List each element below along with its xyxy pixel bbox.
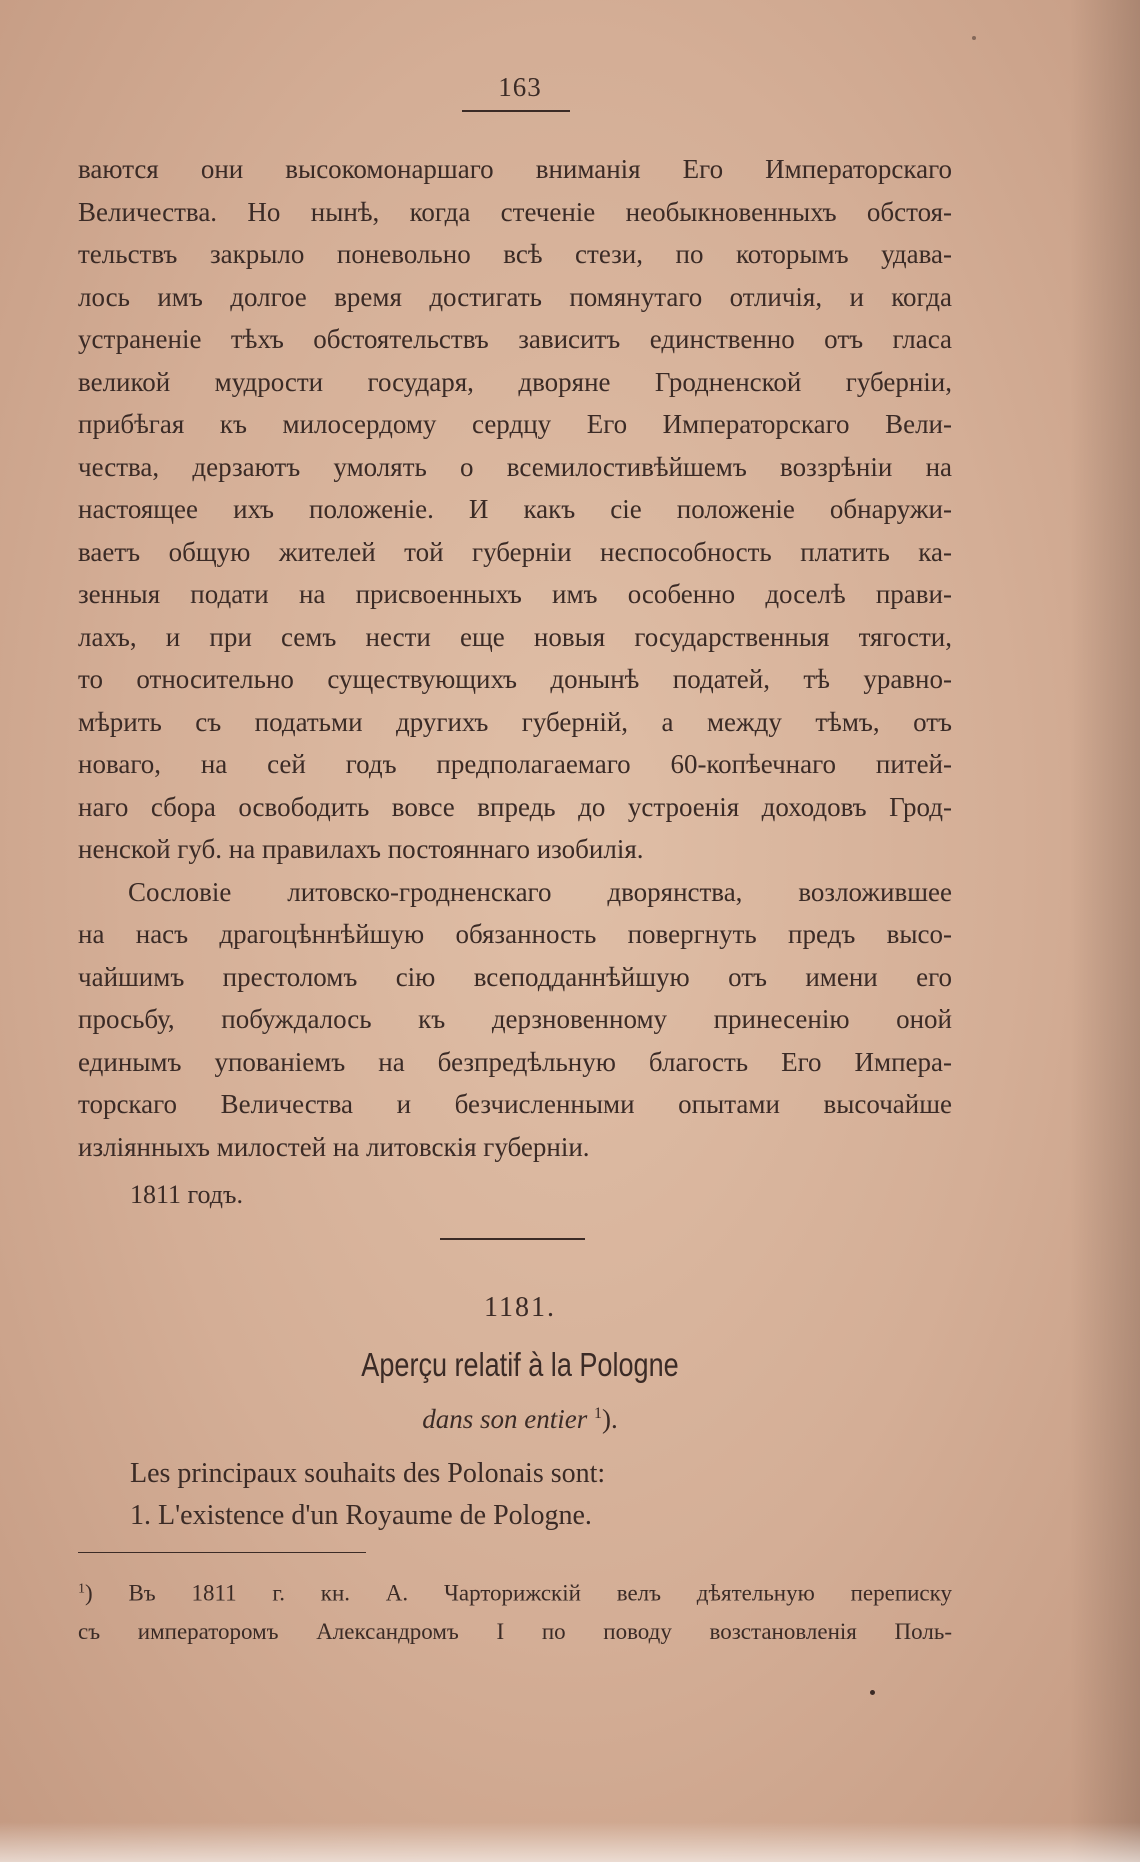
document-subtitle	[0, 1404, 1040, 1435]
body-line: новаго, на сей годъ предполагаемаго 60-копѣечнаго питей-	[78, 749, 952, 779]
paragraph-start-line: Сословіе литовско-гродненскаго дворянства, возложившее	[128, 876, 952, 907]
footnote-mark	[78, 1581, 85, 1606]
body-line: зенныя подати на присвоенныхъ имъ особенно доселѣ прави-	[78, 579, 952, 609]
body-line: лахъ, и при семъ нести еще новыя государственныя тягости,	[78, 621, 952, 652]
body-line: чества, дерзаютъ умолять о всемилостивѣйшемъ воззрѣніи на	[78, 451, 952, 482]
footnote-line-text: ) Въ 1811 г. кн. А. Чарторижскій велъ дѣятельную переписку	[85, 1580, 952, 1606]
body-line: торскаго Величества и безчисленными опытами высочайше	[78, 1089, 952, 1119]
body-line: настоящее ихъ положеніе. И какъ сіе положеніе обнаружи-	[78, 494, 952, 524]
body-line: наго сбора освободить вовсе впредь до устроенія доходовъ Грод-	[78, 791, 952, 822]
body-line: чайшимъ престоломъ сію всеподданнѣйшую отъ имени его	[78, 961, 952, 992]
body-line: просьбу, побуждалось къ дерзновенному принесенію оной	[78, 1004, 952, 1034]
page-number-rule	[462, 110, 570, 112]
body-line: устраненіе тѣхъ обстоятельствъ зависитъ единственно отъ гласа	[78, 324, 952, 354]
body-line: Величества. Но нынѣ, когда стеченіе необыкновенныхъ обстоя-	[78, 196, 952, 227]
body-line: то относительно существующихъ донынѣ податей, тѣ уравно-	[78, 664, 952, 694]
body-text	[78, 148, 952, 1168]
body-line: ненской губ. на правилахъ постояннаго изобилія.	[78, 834, 644, 864]
body-line: прибѣгая къ милосердому сердцу Его Императорскаго Вели-	[78, 409, 952, 439]
french-text-line: Les principaux souhaits des Polonais sont:	[130, 1458, 606, 1489]
french-text-line: 1. L'existence d'un Royaume de Pologne.	[130, 1500, 592, 1531]
page-bottom-edge	[0, 1822, 1140, 1862]
document-title: Aperçu relatif à la Pologne	[361, 1346, 679, 1383]
document-subtitle-text: dans son entier	[422, 1404, 588, 1434]
year-line: 1811 годъ.	[130, 1180, 243, 1209]
body-line: ваются они высокомонаршаго вниманія Его Императорскаго	[78, 154, 952, 184]
footnote-reference: 1	[594, 1405, 602, 1422]
body-line: тельствъ закрыло поневольно всѣ стези, по которымъ удава-	[78, 239, 952, 269]
body-line: лось имъ долгое время достигать помянутаго отличія, и когда	[78, 281, 952, 312]
document-subtitle-close: ).	[602, 1404, 618, 1434]
page-number: 163	[498, 72, 542, 102]
ink-speck	[972, 36, 976, 40]
body-line: изліянныхъ милостей на литовскія губерніи.	[78, 1131, 590, 1162]
body-line: ваетъ общую жителей той губерніи неспособность платить ка-	[78, 536, 952, 567]
footnote-line: съ императоромъ Александромъ I по поводу возстановленія Поль-	[78, 1618, 952, 1644]
footnote	[78, 1570, 952, 1651]
document-number: 1181.	[484, 1292, 556, 1323]
section-divider	[440, 1238, 585, 1240]
footnote-divider	[78, 1552, 366, 1553]
body-line: мѣрить съ податьми другихъ губерній, а между тѣмъ, отъ	[78, 706, 952, 737]
footnote-line	[78, 1570, 952, 1613]
body-line: на насъ драгоцѣннѣйшую обязанность повергнуть предъ высо-	[78, 919, 952, 949]
page-edge-shadow	[1070, 0, 1140, 1862]
body-line: единымъ упованіемъ на безпредѣльную благость Его Импера-	[78, 1046, 952, 1077]
footnote-mark-number: 1	[78, 1581, 85, 1596]
body-line: великой мудрости государя, дворяне Гродненской губерніи,	[78, 366, 952, 397]
ink-speck	[870, 1690, 875, 1695]
